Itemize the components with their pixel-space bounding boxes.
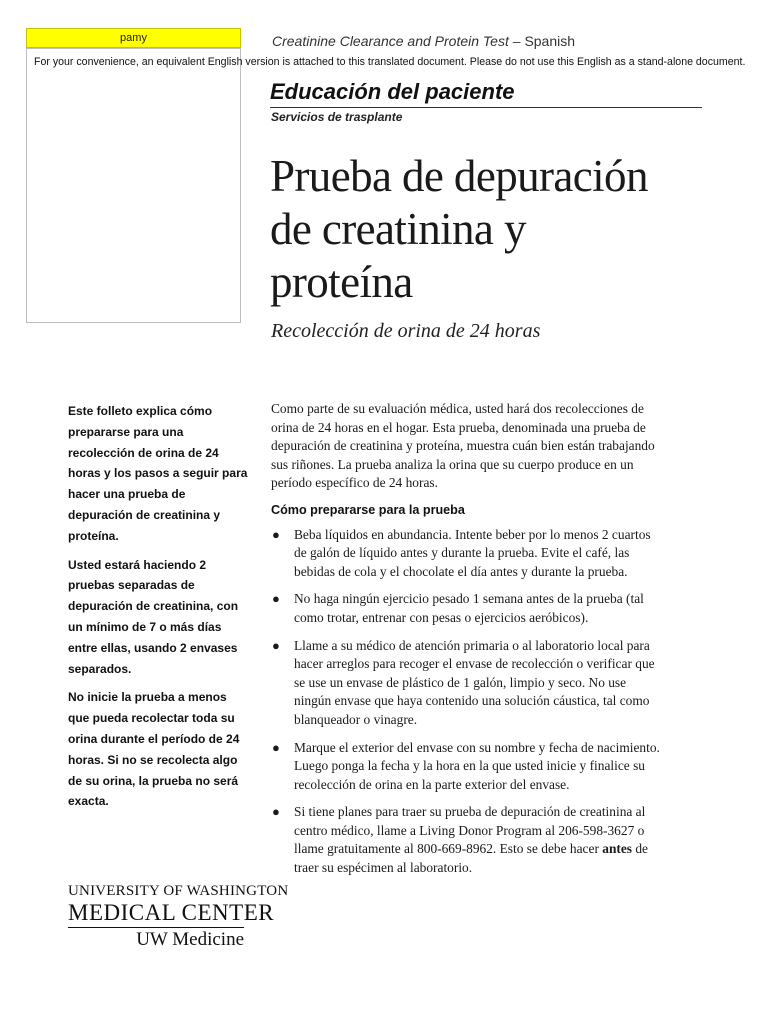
list-item-text-part: de traer su espécimen al laboratorio. (294, 841, 649, 876)
document-title-text: Creatinine Clearance and Protein Test (272, 33, 509, 49)
list-item-text: Beba líquidos en abundancia. Intente beber por lo menos 2 cuartos de galón de líquido antes y durante la prueba. Evite el café, las bebidas de cola y el chocolate el día antes y durante la prueba. (294, 526, 651, 579)
page-title (270, 150, 740, 309)
document-title (272, 33, 575, 49)
bullet-icon: ● (272, 637, 280, 653)
bullet-icon: ● (272, 526, 280, 542)
logo-divider (68, 927, 244, 928)
translator-tag: pamy (26, 28, 241, 48)
page-title-line-1: Prueba de depuración (270, 151, 648, 201)
list-item-text: Marque el exterior del envase con su nombre y fecha de nacimiento. Luego ponga la fecha y la hora en la que usted inicie y finalice su recolección de orina en la parte exterior del envase. (294, 739, 660, 792)
sidebar-summary (68, 401, 248, 820)
bullet-icon: ● (272, 591, 280, 607)
language-label: Spanish (524, 33, 576, 49)
title-separator: – (508, 33, 525, 49)
page-title-line-3: proteína (270, 257, 413, 307)
list-item-text (294, 804, 648, 875)
page-subtitle: Recolección de orina de 24 horas (271, 320, 541, 342)
department-label: Servicios de trasplante (271, 110, 403, 124)
list-item (271, 803, 666, 877)
sidebar-paragraph: Este folleto explica cómo prepararse para una recolección de orina de 24 horas y los pasos a seguir para hacer una prueba de depuración de creatinina y proteína. (68, 404, 248, 543)
english-version-notice: For your convenience, an equivalent English version is attached to this translated document. Please do not use this English as a stand-alone document. (34, 56, 746, 68)
intro-paragraph: Como parte de su evaluación médica, usted hará dos recolecciones de orina de 24 horas en el hogar. Esta prueba, denominada una prueba de depuración de creatinina y proteína, muestra cuán bien están trabajando sus riñones. La prueba analiza la orina que su cuerpo produce en un período específico de 24 horas. (271, 401, 655, 491)
emphasis-text: antes (602, 841, 633, 857)
preparation-heading: Cómo prepararse para la prueba (271, 502, 465, 517)
list-item-text: No haga ningún ejercicio pesado 1 semana antes de la prueba (tal como trotar, entrenar con pesas o ejercicios aeróbicos). (294, 591, 644, 625)
logo-medical-center-line: MEDICAL CENTER (68, 900, 275, 925)
uw-medical-center-logo (68, 883, 289, 950)
logo-university-line: UNIVERSITY OF WASHINGTON (68, 883, 289, 899)
preparation-list (271, 526, 666, 878)
list-item (271, 526, 666, 582)
list-item (271, 590, 666, 627)
bullet-icon: ● (272, 739, 280, 755)
sidebar-paragraph: Usted estará haciendo 2 pruebas separadas de depuración de creatinina, con un mínimo de 7 o más días entre ellas, usando 2 envases separados. (68, 557, 239, 676)
heading-rule (270, 107, 702, 108)
photo-placeholder (26, 48, 241, 323)
main-content (271, 400, 666, 887)
sidebar-paragraph: No inicie la prueba a menos que pueda recolectar toda su orina durante el período de 24 horas. Si no se recolecta algo de su orina, la prueba no será exacta. (68, 690, 240, 809)
list-item (271, 739, 666, 795)
list-item-text-part: Si tiene planes para traer su prueba de depuración de creatinina al centro médico, llame a Living Donor Program al 206-598-3627 o llame gratuitamente al 800-669-8962. Esto se debe hacer (294, 804, 646, 857)
bullet-icon: ● (272, 804, 280, 820)
list-item-text: Llame a su médico de atención primaria o al laboratorio local para hacer arreglos para recoger el envase de recolección o verificar que se use un envase de plástico de 1 galón, limpio y seco. No use ningún envase que haya contenido una solución cáustica, tal como blanqueador o vinagre. (294, 637, 655, 727)
logo-uw-medicine-line: UW Medicine (136, 929, 244, 950)
section-heading: Educación del paciente (270, 79, 515, 104)
page-title-line-2: de creatinina y (270, 204, 526, 254)
list-item (271, 637, 666, 730)
